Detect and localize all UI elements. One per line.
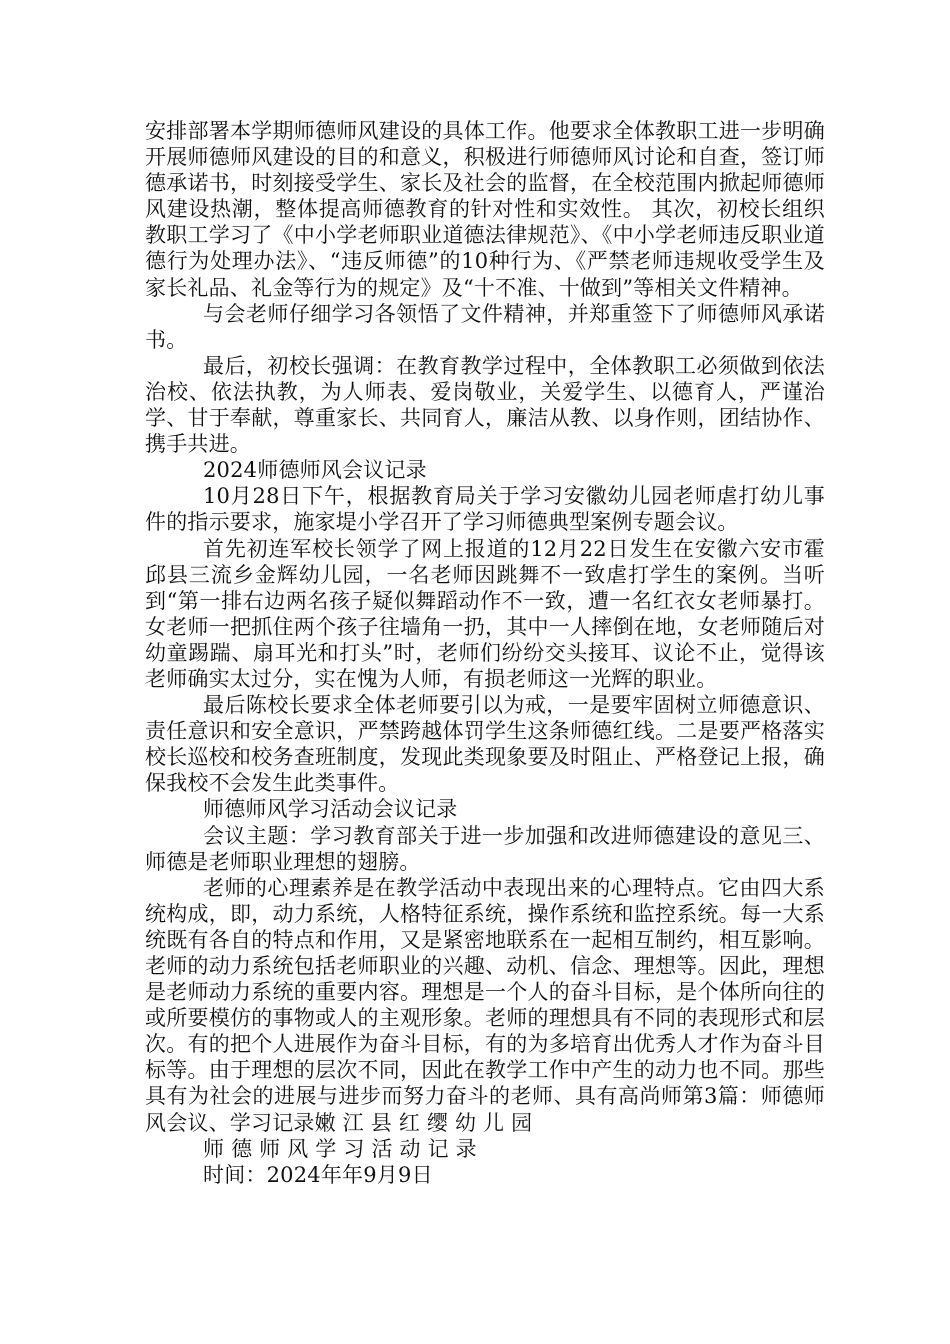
paragraph-date: 时间：2024年年9月9日: [203, 1162, 433, 1187]
paragraph-requirements: 最后陈校长要求全体老师要引以为戒，一是要牢固树立师德意识、责任意识和安全意识，严禁跨越体罚学生这条师德红线。二是要严格落实校长巡校和校务查班制度，发现此类现象要及时阻止、严格登记上报，确保我校不会发生此类事件。: [145, 693, 825, 796]
section-heading-study-record: 师 德 师 风 学 习 活 动 记 录: [203, 1136, 477, 1161]
section-heading-activity-record: 师德师风学习活动会议记录: [203, 797, 458, 822]
paragraph-psychology: 老师的心理素养是在教学活动中表现出来的心理特点。它由四大系统构成，即，动力系统，人格特征系统，操作系统和监控系统。每一大系统既有各自的特点和作用，又是紧密地联系在一起相互制约，相互影响。老师的动力系统包括老师职业的兴趣、动机、信念、理想等。因此，理想是老师动力系统的重要内容。理想是一个人的奋斗目标，是个体所向往的或所要模仿的事物或人的主观形象。老师的理想具有不同的表现形式和层次。有的把个人进展作为奋斗目标，有的为多培育出优秀人才作为奋斗目标等。由于理想的层次不同，因此在教学工作中产生的动力也不同。那些具有为社会的进展与进步而努力奋斗的老师、具有高尚师第3篇：师德师风会议、学习记录嫩 江 县 红 缨 幼 儿 园: [145, 875, 825, 1135]
paragraph-meeting-theme: 会议主题：学习教育部关于进一步加强和改进师德建设的意见三、师德是老师职业理想的翅膀。: [145, 823, 825, 874]
paragraph-principal-emphasis: 最后，初校长强调：在教育教学过程中，全体教职工必须做到依法治校、依法执教，为人师表、爱岗敬业，关爱学生、以德育人，严谨治学、甘于奉献，尊重家长、共同育人，廉洁从教、以身作则，团结协作、携手共进。: [145, 353, 825, 457]
paragraph-arrangement: 安排部署本学期师德师风建设的具体工作。他要求全体教职工进一步明确开展师德师风建设的目的和意义，积极进行师德师风讨论和自查，签订师德承诺书，时刻接受学生、家长及社会的监督，在全校范围内掀起师德师风建设热潮，整体提高师德教育的针对性和实效性。 其次，初校长组织教职工学习了《中小学老师职业道德法律规范》、《中小学老师违反职业道德行为处理办法》、“违反师德”的10种行为、《严禁老师违规收受学生及家长礼品、礼金等行为的规定》及“十不准、十做到”等相关文件精神。: [145, 119, 825, 300]
document-body: [145, 118, 825, 1188]
paragraph-teachers-learning: 与会老师仔细学习各领悟了文件精神，并郑重签下了师德师风承诺书。: [145, 301, 825, 352]
paragraph-case-study: 首先初连军校长领学了网上报道的12月22日发生在安徽六安市霍邱县三流乡金辉幼儿园，一名老师因跳舞不一致虐打学生的案例。当听到“第一排右边两名孩子疑似舞蹈动作不一致，遭一名红衣女老师暴打。女老师一把抓住两个孩子往墙角一扔，其中一人摔倒在地，女老师随后对幼童踢踹、扇耳光和打头”时，老师们纷纷交头接耳、议论不止，觉得该老师确实太过分，实在愧为人师，有损老师这一光辉的职业。: [145, 536, 825, 691]
section-heading-meeting-record: 2024师德师风会议记录: [203, 458, 427, 483]
paragraph-oct-28: 10月28日下午，根据教育局关于学习安徽幼儿园老师虐打幼儿事件的指示要求，施家堤小学召开了学习师德典型案例专题会议。: [145, 484, 825, 535]
